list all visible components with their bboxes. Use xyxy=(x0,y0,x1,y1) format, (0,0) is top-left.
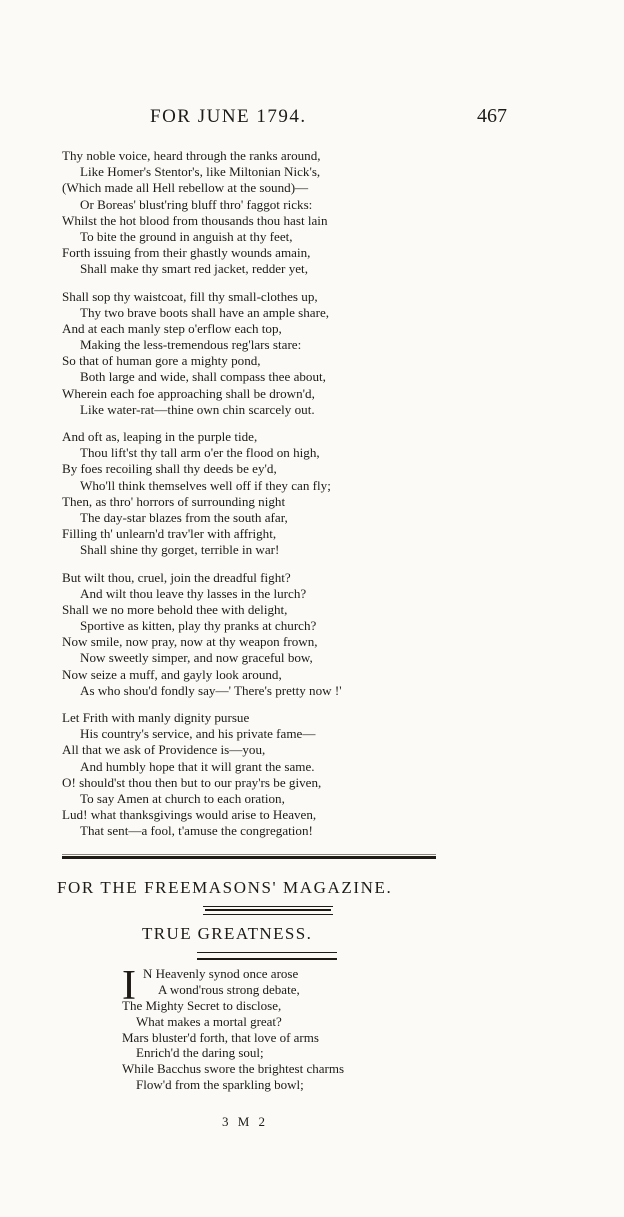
verse-line: To bite the ground in anguish at thy feet, xyxy=(80,228,293,244)
verse-line: Filling th' unlearn'd trav'ler with affright, xyxy=(62,526,277,542)
verse-line: And humbly hope that it will grant the same. xyxy=(80,758,315,774)
poem-true-greatness xyxy=(122,963,442,1093)
verse-line: To say Amen at church to each oration, xyxy=(80,790,285,806)
verse-line: What makes a mortal great? xyxy=(136,1013,282,1029)
verse-line: That sent—a fool, t'amuse the congregation! xyxy=(80,823,313,839)
running-title: FOR JUNE 1794. xyxy=(150,106,307,127)
verse-line: Sportive as kitten, play thy pranks at church? xyxy=(80,618,317,634)
stanza xyxy=(62,710,562,840)
verse-line: Thy two brave boots shall have an ample share, xyxy=(80,304,330,320)
section-divider xyxy=(62,856,436,859)
verse-line: Thou lift'st thy tall arm o'er the flood on high, xyxy=(80,445,320,461)
verse-line: Mars bluster'd forth, that love of arms xyxy=(122,1029,319,1045)
verse-line: While Bacchus swore the brightest charms xyxy=(122,1061,345,1077)
verse-line: All that we ask of Providence is—you, xyxy=(62,742,266,758)
verse-line: Forth issuing from their ghastly wounds amain, xyxy=(62,245,311,261)
ornamental-rule-lower xyxy=(197,952,337,960)
stanza xyxy=(62,570,562,700)
verse-line: Shall we no more behold thee with delight, xyxy=(62,601,288,617)
verse-line: Or Boreas' blust'ring bluff thro' faggot ricks: xyxy=(80,196,313,212)
verse-line: N Heavenly synod once arose xyxy=(143,966,299,981)
verse-line: A wond'rous strong debate, xyxy=(158,981,300,997)
verse-line: Like water-rat—thine own chin scarcely out. xyxy=(80,401,315,417)
magazine-heading: FOR THE FREEMASONS' MAGAZINE. xyxy=(57,878,393,897)
verse-line: Whilst the hot blood from thousands thou hast lain xyxy=(62,212,328,228)
page-number: 467 xyxy=(477,105,507,127)
verse-line: Who'll think themselves well off if they can fly; xyxy=(80,477,331,493)
verse-line: Like Homer's Stentor's, like Miltonian Nick's, xyxy=(80,164,321,180)
verse-line: Making the less-tremendous reg'lars stare: xyxy=(80,337,302,353)
page-header xyxy=(0,106,624,136)
verse-line: And oft as, leaping in the purple tide, xyxy=(62,429,258,444)
stanza xyxy=(62,429,562,559)
verse-line: The Mighty Secret to disclose, xyxy=(122,997,282,1013)
verse-line: Let Frith with manly dignity pursue xyxy=(62,710,250,725)
verse-line: Shall shine thy gorget, terrible in war! xyxy=(80,542,280,558)
ornamental-rule xyxy=(203,906,333,915)
verse-line: Then, as thro' horrors of surrounding night xyxy=(62,493,286,509)
verse-line: Now smile, now pray, now at thy weapon frown, xyxy=(62,634,318,650)
stanza xyxy=(62,148,562,278)
verse-line: Lud! what thanksgivings would arise to Heaven, xyxy=(62,807,317,823)
verse-line: Flow'd from the sparkling bowl; xyxy=(136,1077,304,1093)
verse-line: (Which made all Hell rebellow at the sound)— xyxy=(62,180,309,196)
verse-line: The day-star blazes from the south afar, xyxy=(80,509,288,525)
verse-line: Both large and wide, shall compass thee about, xyxy=(80,369,326,385)
verse-line: But wilt thou, cruel, join the dreadful fight? xyxy=(62,569,291,585)
verse-line: Wherein each foe approaching shall be drown'd, xyxy=(62,385,315,401)
poem-title: TRUE GREATNESS. xyxy=(142,924,313,943)
verse-line: O! should'st thou then but to our pray'rs be given, xyxy=(62,774,322,790)
verse-line: His country's service, and his private fame— xyxy=(80,726,316,742)
verse-line: Shall make thy smart red jacket, redder yet, xyxy=(80,261,308,277)
verse-line: Enrich'd the daring soul; xyxy=(136,1045,264,1061)
verse-line: Now seize a muff, and gayly look around, xyxy=(62,666,282,682)
verse-line: Shall sop thy waistcoat, fill thy small-clothes up, xyxy=(62,288,318,304)
verse-line: By foes recoiling shall thy deeds be ey'd, xyxy=(62,461,277,477)
poem-body xyxy=(62,148,562,851)
signature-mark: 3 M 2 xyxy=(222,1114,269,1129)
stanza xyxy=(62,289,562,419)
verse-line: Now sweetly simper, and now graceful bow, xyxy=(80,650,313,666)
verse-line: So that of human gore a mighty pond, xyxy=(62,353,261,369)
verse-line: Thy noble voice, heard through the ranks around, xyxy=(62,148,321,163)
verse-line: And wilt thou leave thy lasses in the lurch? xyxy=(80,585,307,601)
verse-line: And at each manly step o'erflow each top, xyxy=(62,320,282,336)
verse-line: As who shou'd fondly say—' There's pretty now !' xyxy=(80,682,342,698)
drop-cap: I xyxy=(122,963,136,1009)
